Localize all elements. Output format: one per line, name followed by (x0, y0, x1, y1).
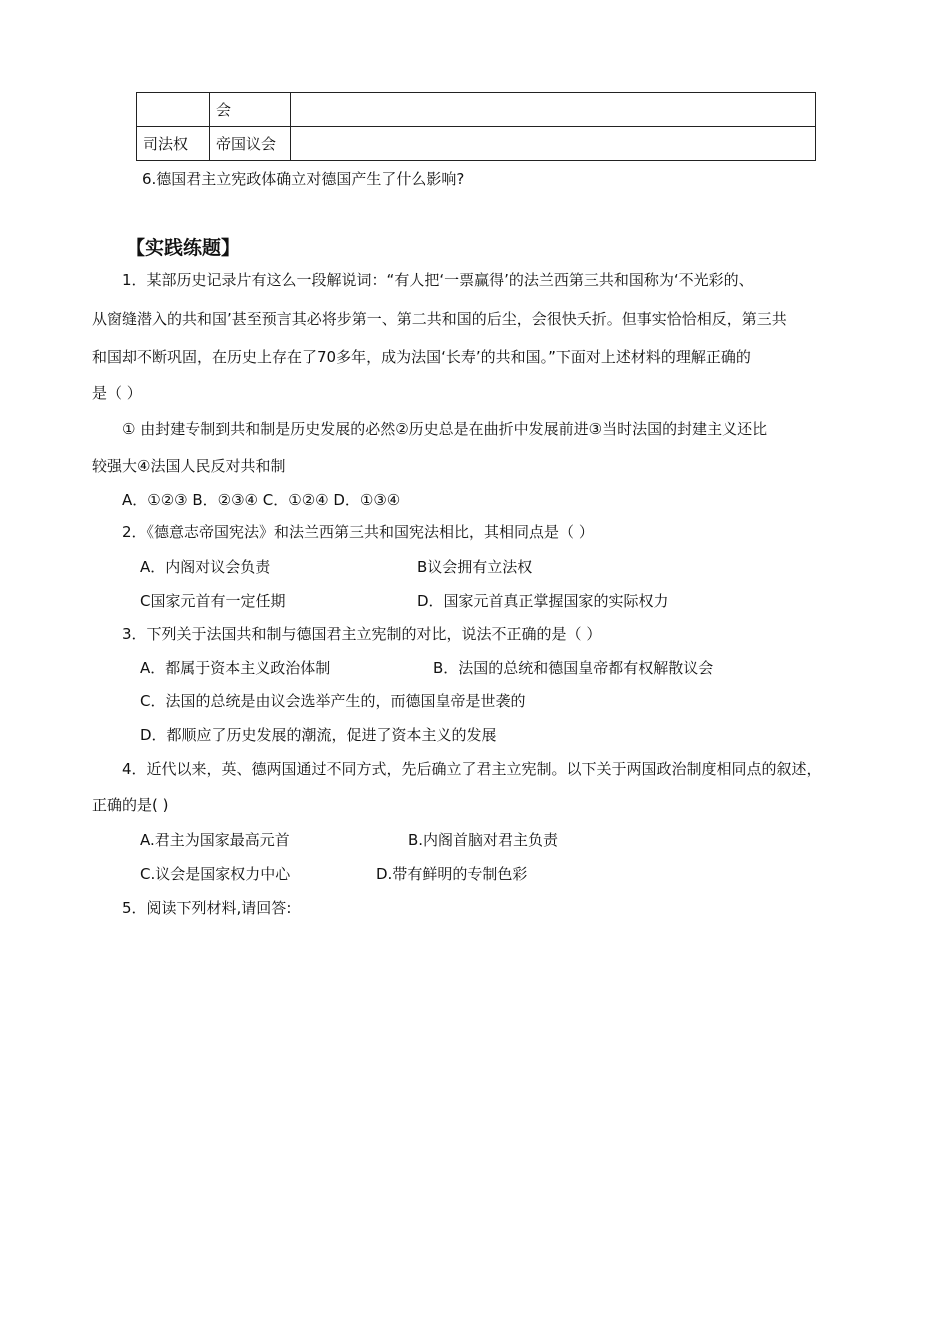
q4-option-a: A.君主为国家最高元首 (140, 831, 290, 849)
q1-text-line: 从窗缝潜入的共和国’甚至预言其必将步第一、第二共和国的后尘，会很快夭折。但事实恰恰相反，第三共 (92, 310, 787, 328)
q1-statements: 较强大④法国人民反对共和制 (92, 457, 286, 475)
q3-option-d: D．都顺应了历史发展的潮流，促进了资本主义的发展 (140, 726, 497, 744)
table-cell: 司法权 (137, 127, 210, 161)
q4-option-b: B.内阁首脑对君主负责 (408, 831, 559, 849)
q2-option-b: B议会拥有立法权 (417, 558, 533, 576)
q3-option-c: C．法国的总统是由议会选举产生的，而德国皇帝是世袭的 (140, 692, 526, 710)
q1-statements: ① 由封建专制到共和制是历史发展的必然②历史总是在曲折中发展前进③当时法国的封建主义还比 (122, 420, 768, 438)
q4-text-line: 正确的是( ) (92, 796, 169, 814)
table-row (137, 93, 816, 127)
q2-option-c: C国家元首有一定任期 (140, 592, 286, 610)
q1-options: A．①②③ B．②③④ C．①②④ D．①③④ (122, 491, 401, 509)
powers-table (136, 92, 816, 161)
table-cell (291, 127, 816, 161)
table-cell: 帝国议会 (210, 127, 291, 161)
q2-stem: 2．《德意志帝国宪法》和法兰西第三共和国宪法相比，其相同点是（ ） (122, 523, 594, 541)
question-5: 5．阅读下列材料,请回答: (122, 899, 292, 917)
q2-option-a: A．内阁对议会负责 (140, 558, 271, 576)
section-heading: 【实践练题】 (126, 237, 241, 259)
q4-option-c: C.议会是国家权力中心 (140, 865, 291, 883)
q4-text-line: 4．近代以来，英、德两国通过不同方式，先后确立了君主立宪制。以下关于两国政治制度相同点的叙述， (122, 760, 822, 778)
table-cell (137, 93, 210, 127)
q1-text-line: 是（ ） (92, 384, 142, 402)
q4-option-d: D.带有鲜明的专制色彩 (376, 865, 528, 883)
q3-option-b: B．法国的总统和德国皇帝都有权解散议会 (433, 659, 714, 677)
table-cell: 会 (210, 93, 291, 127)
question-6: 6.德国君主立宪政体确立对德国产生了什么影响? (142, 170, 465, 188)
q3-stem: 3．下列关于法国共和制与德国君主立宪制的对比，说法不正确的是（ ） (122, 625, 602, 643)
q1-text-line: 1．某部历史记录片有这么一段解说词：“有人把‘一票赢得’的法兰西第三共和国称为‘不光彩的、 (122, 271, 754, 289)
q2-option-d: D．国家元首真正掌握国家的实际权力 (417, 592, 669, 610)
q3-option-a: A．都属于资本主义政治体制 (140, 659, 331, 677)
table-row (137, 127, 816, 161)
q1-text-line: 和国却不断巩固，在历史上存在了70多年，成为法国‘长寿’的共和国。”下面对上述材料的理解正确的 (92, 348, 751, 366)
table-cell (291, 93, 816, 127)
